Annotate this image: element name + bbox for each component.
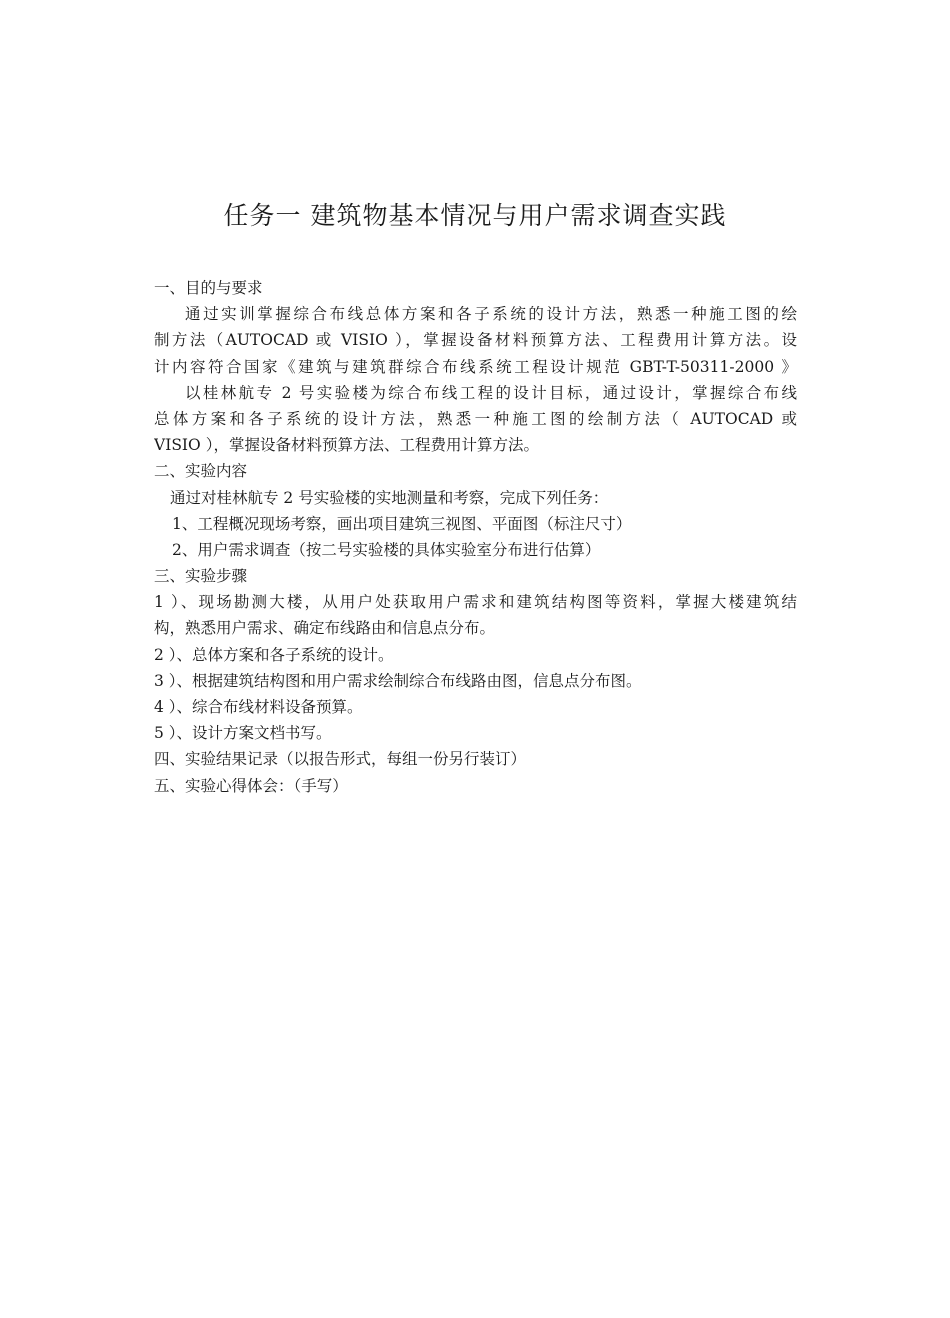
step-item: 3 ）、根据建筑结构图和用户需求绘制综合布线路由图，信息点分布图。 [154, 671, 642, 690]
section-heading-results: 四、实验结果记录（以报告形式，每组一份另行装订） [154, 750, 527, 769]
step-item: 5 ）、设计方案文档书写。 [154, 724, 332, 743]
step-item: 2 ）、总体方案和各子系统的设计。 [154, 645, 394, 664]
step-item: 1 ）、现场勘测大楼，从用户处获取用户需求和建筑结构图等资料，掌握大楼建筑结 [154, 593, 797, 612]
paragraph-line: 通过对桂林航专 2 号实验楼的实地测量和考察，完成下列任务： [170, 488, 609, 507]
section-heading-purpose: 一、目的与要求 [154, 279, 263, 297]
section-heading-steps: 三、实验步骤 [154, 567, 248, 586]
section-heading-content: 二、实验内容 [154, 462, 248, 481]
paragraph-line: 以桂林航专 2 号实验楼为综合布线工程的设计目标，通过设计，掌握综合布线 [185, 383, 797, 402]
paragraph-line: 计内容符合国家《建筑与建筑群综合布线系统工程设计规范 GBT-T-50311-2000 》 [154, 357, 797, 376]
list-item: 2、用户需求调查（按二号实验楼的具体实验室分布进行估算） [172, 540, 601, 559]
paragraph-line: 制方法（AUTOCAD 或 VISIO ），掌握设备材料预算方法、工程费用计算方法。设 [154, 331, 797, 350]
document-title: 任务一 建筑物基本情况与用户需求调查实践 [223, 201, 727, 230]
paragraph-line: VISIO ），掌握设备材料预算方法、工程费用计算方法。 [154, 436, 539, 455]
step-item: 4 ）、综合布线材料设备预算。 [154, 698, 363, 716]
document-body [154, 275, 797, 799]
list-item: 1、工程概况现场考察，画出项目建筑三视图、平面图（标注尺寸） [172, 514, 632, 533]
section-heading-reflection: 五、实验心得体会：（手写） [154, 776, 348, 795]
step-item: 构，熟悉用户需求、确定布线路由和信息点分布。 [154, 619, 496, 638]
paragraph-line: 通过实训掌握综合布线总体方案和各子系统的设计方法，熟悉一种施工图的绘 [185, 305, 797, 324]
paragraph-line: 总体方案和各子系统的设计方法，熟悉一种施工图的绘制方法（ AUTOCAD 或 [154, 409, 797, 428]
